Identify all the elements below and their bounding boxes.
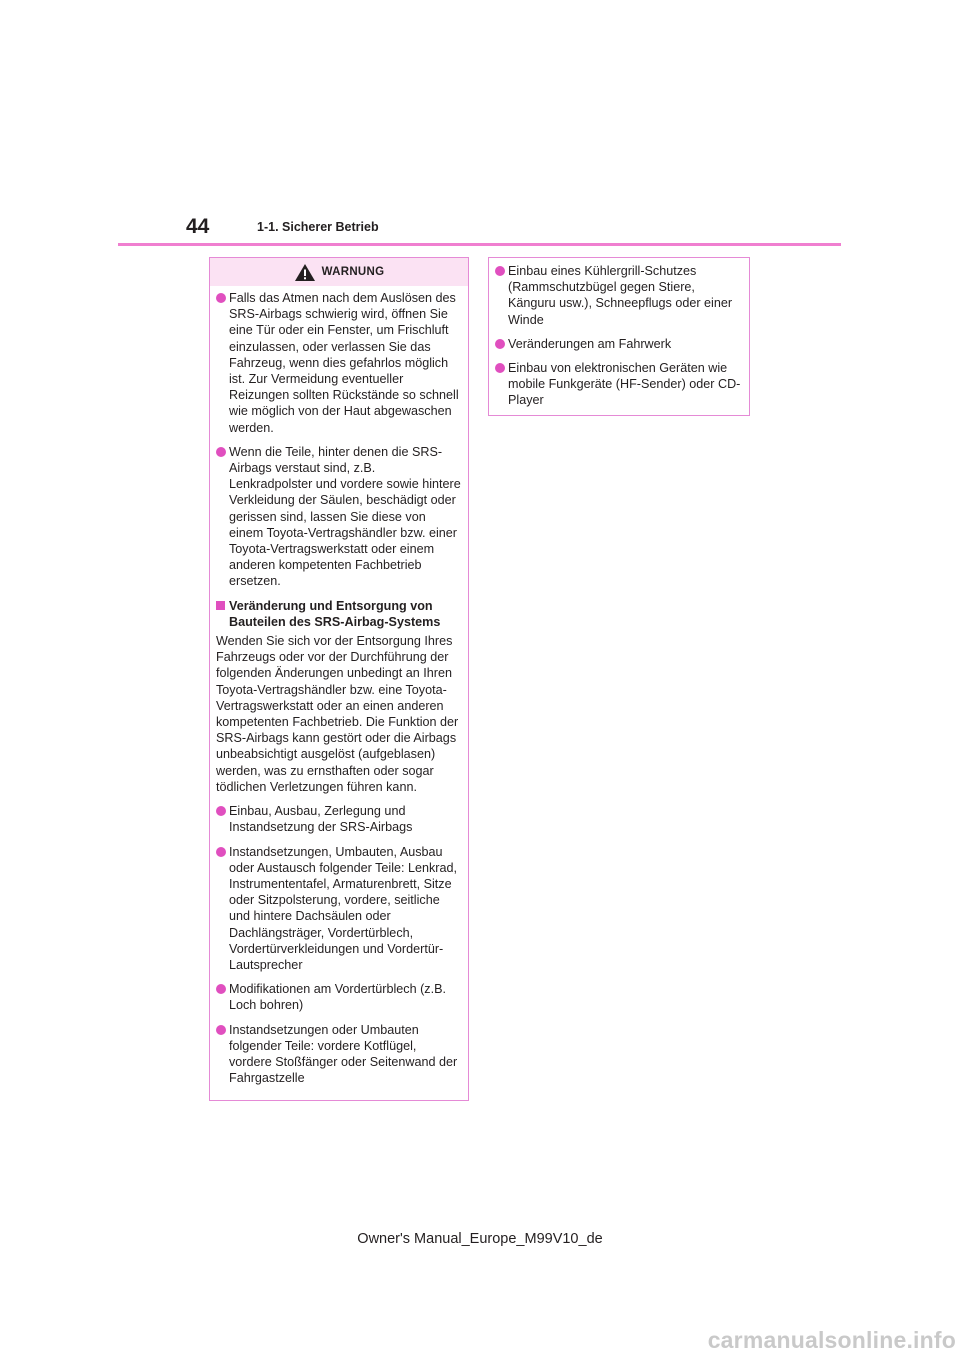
continued-content bbox=[489, 258, 749, 409]
subsection-item-text: Instandsetzungen oder Umbauten folgender Teile: vordere Kotflügel, vordere Stoßfänger oder Seitenwand der Fahrgastzelle bbox=[229, 1022, 458, 1086]
subsection-item-text: Modifikationen am Vordertürblech (z.B. Loch bohren) bbox=[229, 982, 446, 1013]
bullet-icon bbox=[495, 266, 505, 276]
page-number: 44 bbox=[186, 215, 210, 238]
watermark: carmanualsonline.info bbox=[707, 1327, 956, 1353]
footer-manual-id: Owner's Manual_Europe_M99V10_de bbox=[357, 1231, 603, 1247]
bullet-icon bbox=[216, 984, 226, 994]
continued-item bbox=[495, 263, 743, 328]
warning-header bbox=[210, 258, 468, 286]
header-rule bbox=[118, 243, 841, 246]
bullet-icon bbox=[216, 847, 226, 857]
subsection-item-text: Instandsetzungen, Umbauten, Ausbau oder Austausch folgender Teile: Lenkrad, Instrumententafel, Armaturenbrett, Sitze oder Sitzpolsterung, vordere, seitliche und hintere Dachsäulen oder Dachlängsträger, Vordertürblech, Vordertürverkleidungen und Vordertür-Lautsprecher bbox=[229, 844, 458, 972]
continued-item-text: Veränderungen am Fahrwerk bbox=[508, 336, 672, 351]
continued-item-text: Einbau eines Kühlergrill-Schutzes (Rammschutzbügel gegen Stiere, Känguru usw.), Schneepflugs oder einer Winde bbox=[508, 264, 733, 327]
bullet-icon bbox=[216, 447, 226, 457]
subsection-item bbox=[216, 981, 462, 1013]
continued-item bbox=[495, 336, 743, 352]
warning-item bbox=[216, 444, 462, 590]
square-bullet-icon bbox=[216, 601, 225, 610]
bullet-icon bbox=[495, 363, 505, 373]
subsection-paragraph: Wenden Sie sich vor der Entsorgung Ihres Fahrzeugs oder vor der Durchführung der folgenden Änderungen unbedingt an Ihren Toyota-Vertragshändler bzw. eine Toyota-Vertragswerkstatt oder an einen anderen kompetenten Fachbetrieb. Die Funktion der SRS-Airbags kann gestört oder die Airbags unbeabsichtigt ausgelöst (aufgeblasen) werden, was zu ernsthaften oder sogar tödlichen Verletzungen führen kann. bbox=[216, 634, 459, 794]
warning-triangle-icon bbox=[294, 263, 316, 282]
bullet-icon bbox=[216, 293, 226, 303]
bullet-icon bbox=[216, 1025, 226, 1035]
continued-warning-box bbox=[488, 257, 750, 416]
continued-item bbox=[495, 360, 743, 409]
bullet-icon bbox=[495, 339, 505, 349]
warning-title: WARNUNG bbox=[321, 266, 385, 278]
continued-item-text: Einbau von elektronischen Geräten wie mobile Funkgeräte (HF-Sender) oder CD-Player bbox=[508, 361, 741, 408]
warning-item-text: Falls das Atmen nach dem Auslösen des SRS-Airbags schwierig wird, öffnen Sie eine Tür oder ein Fenster, um Frischluft einzulassen, oder verlassen Sie das Fahrzeug, wenn dies gefahrlos möglich ist. Zur Vermeidung eventueller Reizungen sollten Rückstände so schnell wie möglich von der Haut abgewaschen werden. bbox=[229, 291, 459, 435]
bullet-icon bbox=[216, 806, 226, 816]
subsection-item bbox=[216, 844, 462, 974]
subsection-item bbox=[216, 1022, 462, 1087]
warning-content bbox=[210, 286, 468, 1086]
subsection-title: Veränderung und Entsorgung von Bauteilen des SRS-Airbag-Systems bbox=[229, 598, 441, 629]
warning-item bbox=[216, 290, 462, 436]
subsection-heading bbox=[216, 598, 462, 630]
warning-box bbox=[209, 257, 469, 1101]
subsection-item-text: Einbau, Ausbau, Zerlegung und Instandsetzung der SRS-Airbags bbox=[229, 804, 413, 835]
section-title: 1-1. Sicherer Betrieb bbox=[257, 220, 379, 234]
warning-item-text: Wenn die Teile, hinter denen die SRS-Airbags verstaut sind, z.B. Lenkradpolster und vordere sowie hintere Verkleidung der Säulen, beschädigt oder gerissen sind, lassen Sie diese von einem Toyota-Vertragshändler bzw. einer Toyota-Vertragswerkstatt oder einem anderen kompetenten Fachbetrieb ersetzen. bbox=[229, 444, 461, 589]
subsection-item bbox=[216, 803, 462, 835]
